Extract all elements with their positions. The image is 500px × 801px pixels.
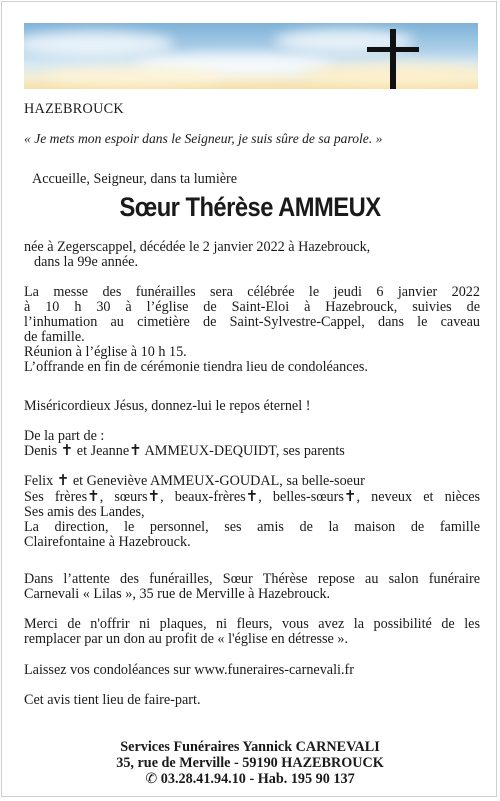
welcome-line: Accueille, Seigneur, dans ta lumière [32, 171, 238, 187]
obituary-notice [1, 1, 497, 797]
cross-icon: ✝ [56, 471, 70, 489]
funeral-company-phone: ✆ 03.28.41.94.10 - Hab. 195 90 137 [145, 771, 355, 787]
cross-icon: ✝ [343, 487, 357, 505]
resting-paragraph: Dans l’attente des funérailles, Sœur Thérèse repose au salon funéraire Carnevali « Lilas », 35 rue de Merville à Hazebrouck. [24, 571, 480, 602]
cross-icon: ✝ [245, 487, 259, 505]
notice-line: Cet avis tient lieu de faire-part. [24, 692, 201, 708]
from-label: De la part de : [24, 428, 105, 444]
cross-icon: ✝ [147, 487, 161, 505]
deceased-name: Sœur Thérèse AMMEUX [119, 192, 381, 222]
meeting-line: Réunion à l’église à 10 h 15. [24, 344, 187, 360]
city-heading: HAZEBROUCK [24, 101, 124, 117]
phone-icon: ✆ [145, 771, 158, 787]
funeral-company-address: 35, rue de Merville - 59190 HAZEBROUCK [116, 755, 384, 771]
prayer-line: Miséricordieux Jésus, donnez-lui le repos éternel ! [24, 398, 311, 414]
siblings-line: Ses frères✝, sœurs✝, beaux-frères✝, belles-sœurs✝, neveux et nièces Ses amis des Landes, La direction, le personnel, ses amis de la maison de famille Clairefontaine à Hazebrouck. [24, 487, 481, 550]
scripture-quote: « Je mets mon espoir dans le Seigneur, je suis sûre de sa parole. » [24, 131, 383, 146]
cross-icon: ✝ [60, 441, 74, 459]
cross-icon: ✝ [87, 487, 100, 505]
donation-paragraph: Merci de n'offrir ni plaques, ni fleurs, vous avez la possibilité de les remplacer par un don au profit de « l'église en détresse ». [24, 616, 480, 647]
offering-line: L’offrande en fin de cérémonie tiendra lieu de condoléances. [24, 359, 368, 375]
friends-line: Ses amis des Landes, [24, 504, 145, 520]
condolences-line: Laissez vos condoléances sur www.funeraires-carnevali.fr [24, 662, 354, 678]
funeral-paragraph: La messe des funérailles sera célébrée le jeudi 6 janvier 2022 à 10 h 30 à l’église de Saint-Eloi à Hazebrouck, suivies de l’inhumation au cimetière de Saint-Sylvestre-Cappel, dans le caveau de famille. Réunion à l’église à 10 h 15. L’offrande en fin de cérémonie tiendra lieu de condoléances. [24, 284, 480, 375]
parents-line: Denis ✝ et Jeanne✝ AMMEUX-DEQUIDT, ses parents [24, 441, 345, 459]
funeral-company-name: Services Funéraires Yannick CARNEVALI [120, 739, 380, 755]
cross-icon: ✝ [129, 441, 142, 459]
age-line: dans la 99e année. [34, 254, 138, 270]
cross-icon [390, 29, 396, 89]
staff-line: La direction, le personnel, ses amis de la maison de famille [24, 519, 480, 535]
birth-death-line: née à Zegerscappel, décédée le 2 janvier 2022 à Hazebrouck, [24, 239, 371, 255]
sky-with-cross-image [24, 23, 478, 89]
inlaws-line: Felix ✝ et Geneviève AMMEUX-GOUDAL, sa belle-soeur [24, 471, 365, 489]
